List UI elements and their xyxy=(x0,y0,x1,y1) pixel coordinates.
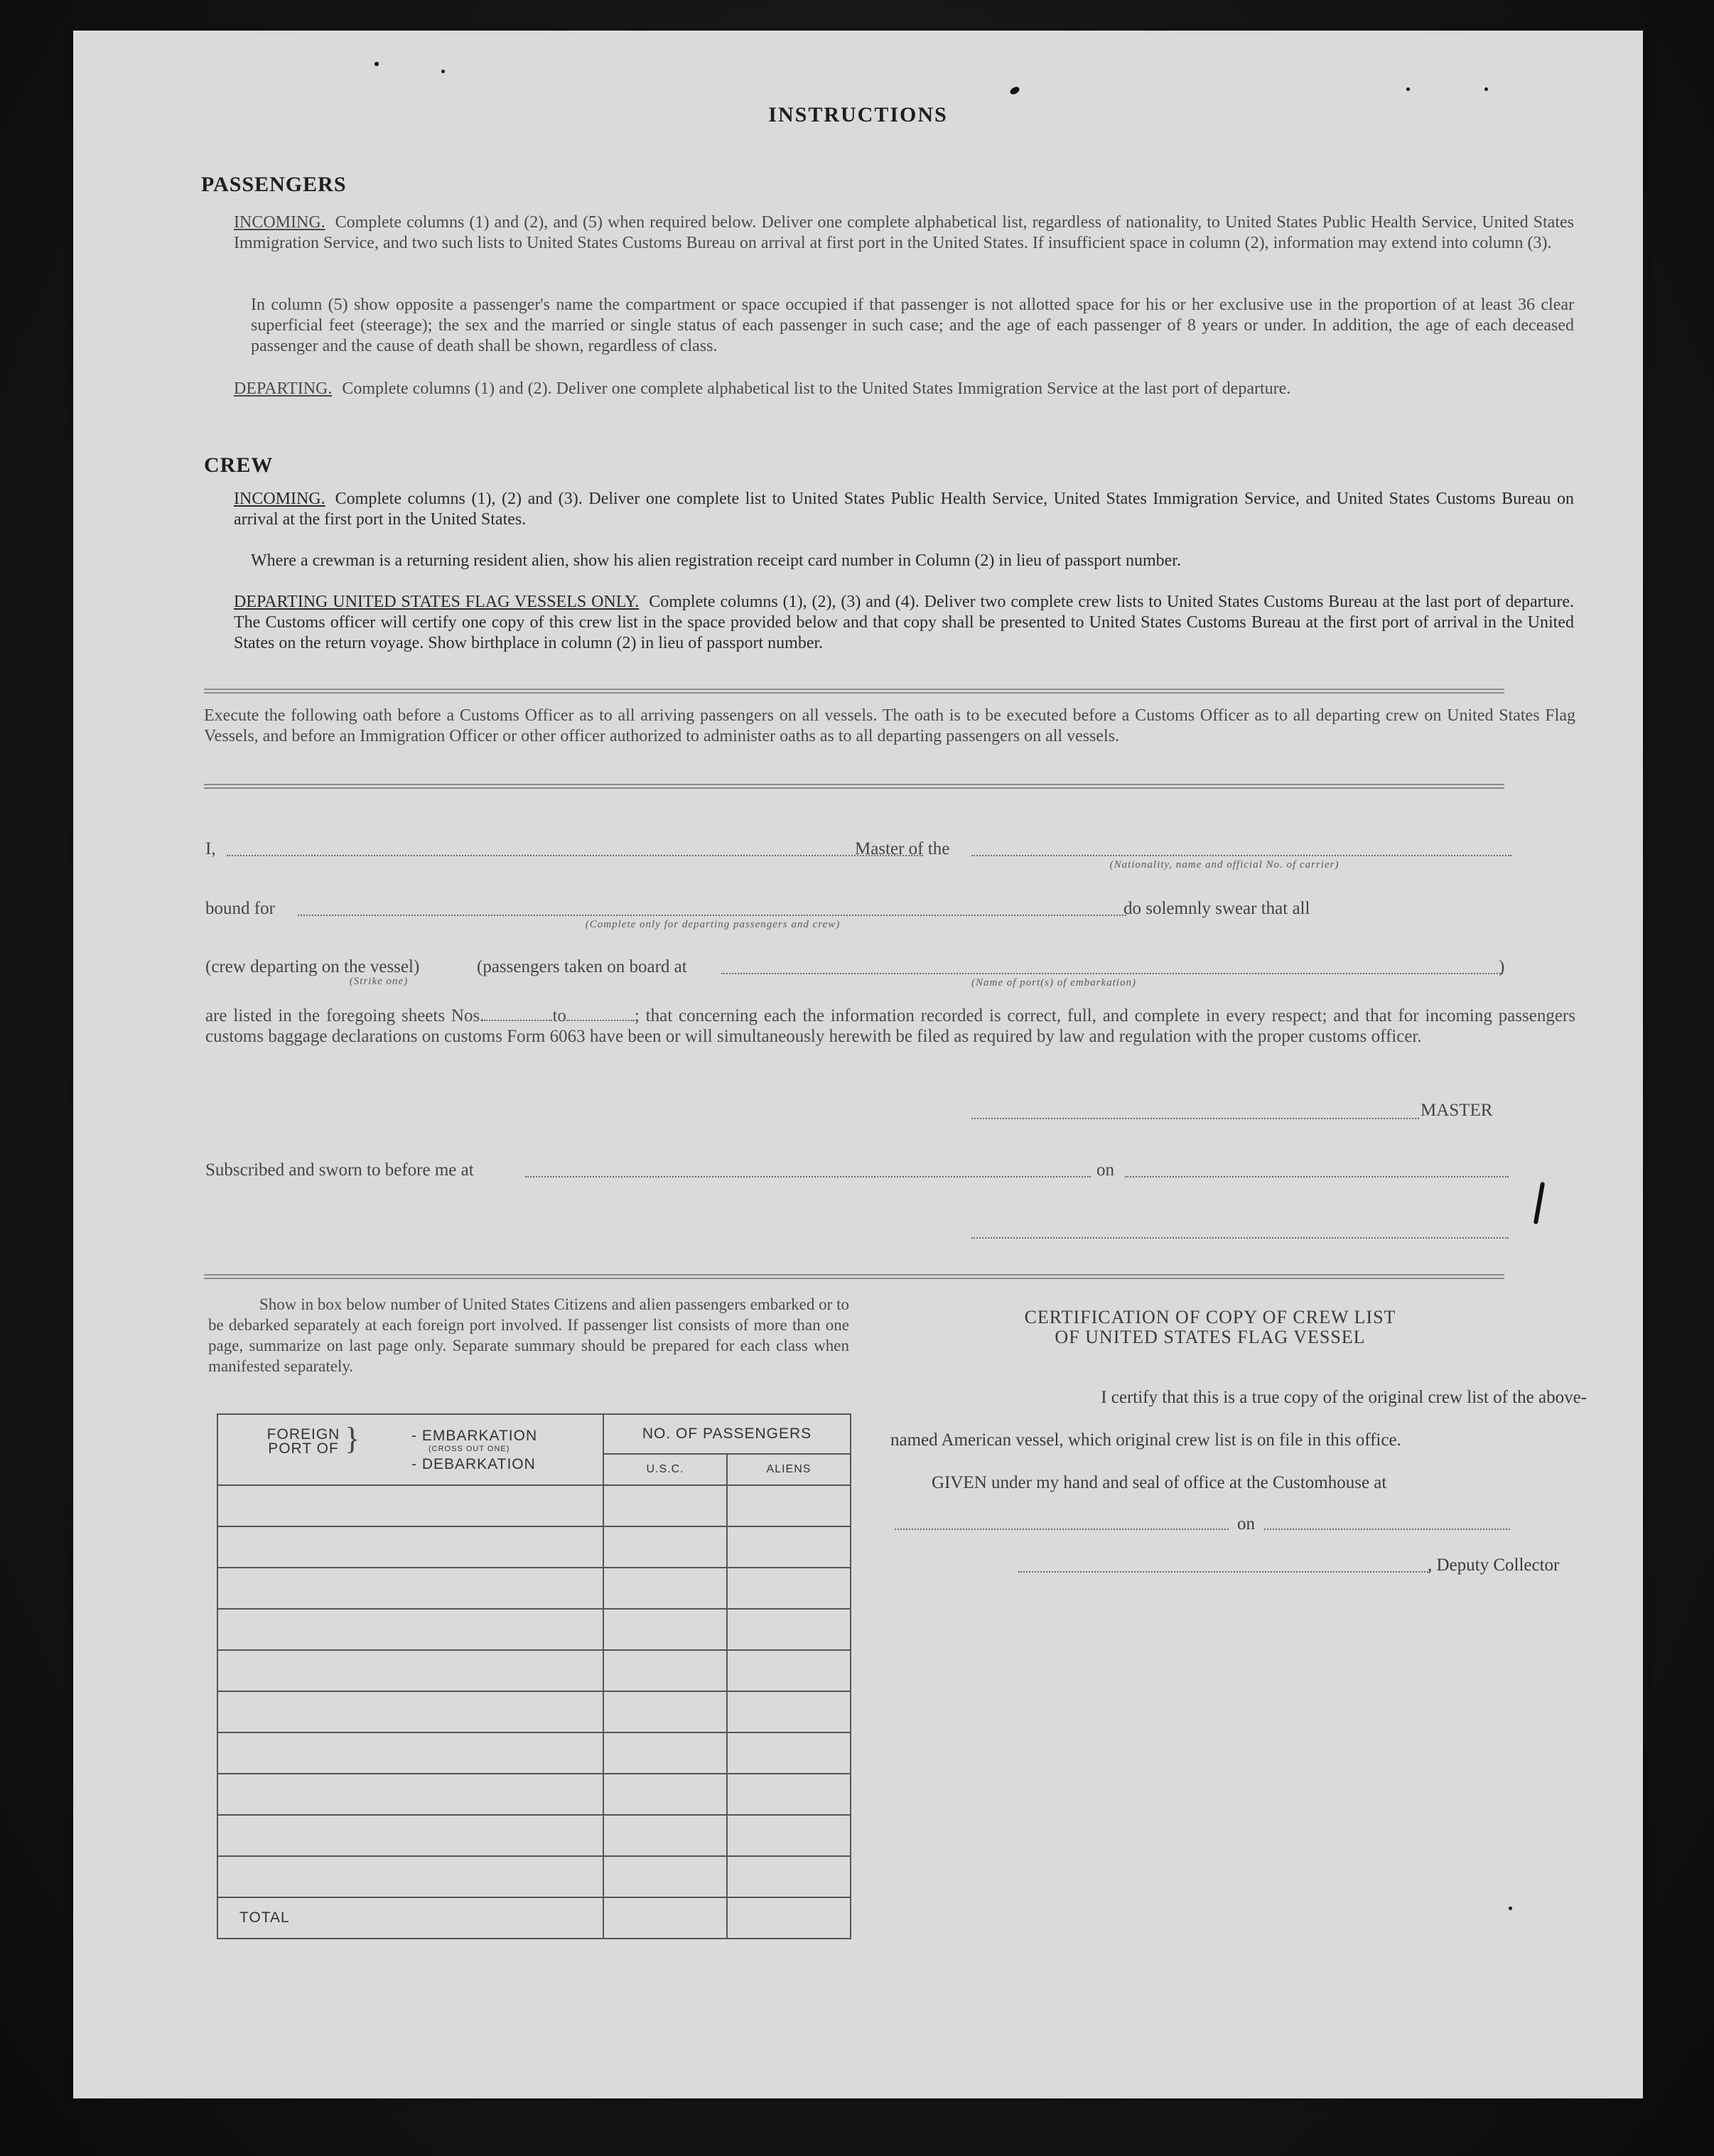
customhouse-field[interactable] xyxy=(895,1529,1229,1530)
section-divider xyxy=(204,784,1504,789)
crew-incoming-lead: INCOMING. xyxy=(234,490,325,508)
usc-cell[interactable] xyxy=(603,1774,727,1815)
usc-cell[interactable] xyxy=(603,1650,727,1691)
carrier-hint: (Nationality, name and official No. of carrier) xyxy=(1109,859,1340,871)
aliens-total-cell[interactable] xyxy=(727,1897,851,1939)
master-of-the-label: Master of the xyxy=(855,839,950,858)
table-row xyxy=(217,1856,851,1897)
certification-line1: I certify that this is a true copy of the original crew list of the above- xyxy=(1101,1388,1587,1407)
scan-speck xyxy=(1009,85,1021,96)
listed-prefix: are listed in the foregoing sheets Nos. xyxy=(205,1006,485,1025)
subscribed-date-field[interactable] xyxy=(1125,1176,1509,1177)
scan-speck xyxy=(1534,1182,1545,1224)
usc-cell[interactable] xyxy=(603,1609,727,1650)
aliens-cell[interactable] xyxy=(727,1609,851,1650)
document-page xyxy=(73,31,1643,2098)
passenger-summary-table xyxy=(217,1413,851,1939)
cross-out-one-label: (CROSS OUT ONE) xyxy=(428,1445,510,1453)
table-row xyxy=(217,1815,851,1856)
subscribed-place-field[interactable] xyxy=(525,1176,1091,1177)
bound-for-field[interactable] xyxy=(298,915,1126,916)
master-signature-field[interactable] xyxy=(971,1118,1419,1119)
bound-for-hint: (Complete only for departing passengers and crew) xyxy=(585,919,841,930)
aliens-cell[interactable] xyxy=(727,1526,851,1568)
swear-label: do solemnly swear that all xyxy=(1123,899,1310,918)
certification-line3: GIVEN under my hand and seal of office at the Customhouse at xyxy=(932,1473,1387,1492)
table-row xyxy=(217,1609,851,1650)
listed-suffix: ; that concerning each the information recorded is correct, full, and complete in every respect; and that for incoming passengers customs baggage declarations on customs Form 6063 have been or will simultaneously herewith be filed as required by law and regulation with the proper customs officer. xyxy=(205,1006,1575,1046)
port-cell[interactable] xyxy=(217,1732,603,1774)
port-cell[interactable] xyxy=(217,1856,603,1897)
scan-speck xyxy=(1484,87,1488,91)
port-cell[interactable] xyxy=(217,1568,603,1609)
usc-cell[interactable] xyxy=(603,1732,727,1774)
certification-date-field[interactable] xyxy=(1264,1529,1510,1530)
table-row xyxy=(217,1650,851,1691)
strike-one-hint: (Strike one) xyxy=(349,976,409,987)
port-cell[interactable] xyxy=(217,1691,603,1732)
usc-cell[interactable] xyxy=(603,1485,727,1526)
sheet-from-field[interactable] xyxy=(484,1020,552,1021)
passengers-departing-lead: DEPARTING. xyxy=(234,379,333,398)
crew-resident-paragraph: Where a crewman is a returning resident alien, show his alien registration receipt card number in Column (2) in lieu of passport number. xyxy=(251,551,1181,570)
crew-departing-paragraph xyxy=(234,592,1574,654)
port-cell[interactable] xyxy=(217,1774,603,1815)
port-cell[interactable] xyxy=(217,1526,603,1568)
crew-departing-option[interactable]: (crew departing on the vessel) xyxy=(205,957,420,976)
table-row xyxy=(217,1732,851,1774)
crew-heading: CREW xyxy=(204,453,274,477)
passengers-departing-paragraph xyxy=(234,379,1574,399)
aliens-cell[interactable] xyxy=(727,1774,851,1815)
port-cell[interactable] xyxy=(217,1815,603,1856)
usc-cell[interactable] xyxy=(603,1815,727,1856)
table-row xyxy=(217,1774,851,1815)
oath-instruction: Execute the following oath before a Customs Officer as to all arriving passengers on all vessels. The oath is to be executed before a Customs Officer as to all departing crew on United States Flag Vessels, and before an Immigration Officer or other officer authorized to administer oaths as to all departing passengers on all vessels. xyxy=(204,706,1575,745)
section-divider xyxy=(204,1274,1504,1279)
embarkation-label[interactable]: - EMBARKATION xyxy=(411,1428,538,1444)
port-header-cell xyxy=(217,1414,603,1485)
passengers-heading: PASSENGERS xyxy=(201,173,347,196)
aliens-cell[interactable] xyxy=(727,1650,851,1691)
subscribed-label: Subscribed and sworn to before me at xyxy=(205,1160,474,1180)
certification-title-line2: OF UNITED STATES FLAG VESSEL xyxy=(1055,1327,1366,1347)
master-name-field[interactable] xyxy=(227,855,923,856)
scan-speck xyxy=(1406,87,1410,91)
aliens-cell[interactable] xyxy=(727,1691,851,1732)
table-row xyxy=(217,1691,851,1732)
table-row xyxy=(217,1485,851,1526)
foreign-port-of-label: FOREIGN PORT OF xyxy=(266,1426,340,1457)
total-row xyxy=(217,1897,851,1939)
aliens-cell[interactable] xyxy=(727,1732,851,1774)
page-title: INSTRUCTIONS xyxy=(768,103,948,126)
port-cell[interactable] xyxy=(217,1650,603,1691)
deputy-signature-field[interactable] xyxy=(1018,1571,1430,1573)
oath-i-label: I, xyxy=(205,839,216,858)
crew-incoming-text: Complete columns (1), (2) and (3). Deliver one complete list to United States Public Health Service, United States Immigration Service, and United States Customs Bureau on arrival at the first port in the United States. xyxy=(234,490,1574,529)
to-label: to xyxy=(552,1006,566,1025)
debarkation-label[interactable]: - DEBARKATION xyxy=(411,1456,536,1472)
total-label: TOTAL xyxy=(217,1897,603,1939)
bound-for-label: bound for xyxy=(205,899,275,918)
no-of-passengers-header: NO. OF PASSENGERS xyxy=(603,1414,851,1454)
section-divider xyxy=(204,689,1504,694)
usc-cell[interactable] xyxy=(603,1526,727,1568)
usc-cell[interactable] xyxy=(603,1691,727,1732)
certification-line2: named American vessel, which original crew list is on file in this office. xyxy=(890,1430,1401,1450)
aliens-cell[interactable] xyxy=(727,1568,851,1609)
certification-on-label: on xyxy=(1237,1514,1255,1534)
crew-departing-text: Complete columns (1), (2), (3) and (4). Deliver two complete crew lists to United States Customs Bureau at the last port of departure. The Customs officer will certify one copy of this crew list in the space provided below and that copy shall be presented to United States Customs Bureau at the first port of arrival in the United States on the return voyage. Show birthplace in column (2) in lieu of passport number. xyxy=(234,593,1574,652)
brace-icon: } xyxy=(345,1421,360,1456)
scan-speck xyxy=(1509,1907,1512,1910)
embarkation-port-field[interactable] xyxy=(721,973,1503,974)
master-label: MASTER xyxy=(1421,1101,1493,1120)
aliens-cell[interactable] xyxy=(727,1856,851,1897)
crew-incoming-paragraph xyxy=(234,489,1574,530)
passengers-column5-paragraph: In column (5) show opposite a passenger's name the compartment or space occupied if that passenger is not allotted space for his or her exclusive use in the proportion of at least 36 clear superficial feet (steerage); the sex and the married or single status of each passenger in such case; and the age of each passenger of 8 years or under. In addition, the age of each deceased passenger and the cause of death shall be shown, regardless of class. xyxy=(251,296,1574,355)
passengers-taken-option[interactable]: (passengers taken on board at xyxy=(477,957,687,976)
close-paren: ) xyxy=(1499,957,1505,976)
scan-speck xyxy=(374,62,379,66)
aliens-cell[interactable] xyxy=(727,1815,851,1856)
table-row xyxy=(217,1526,851,1568)
carrier-field[interactable] xyxy=(971,855,1511,856)
aliens-cell[interactable] xyxy=(727,1485,851,1526)
usc-cell[interactable] xyxy=(603,1856,727,1897)
oath-listed-paragraph xyxy=(205,1006,1575,1047)
scan-speck xyxy=(441,70,445,73)
usc-total-cell[interactable] xyxy=(603,1897,727,1939)
passengers-incoming-text: Complete columns (1) and (2), and (5) when required below. Deliver one complete alphabetical list, regardless of nationality, to United States Public Health Service, United States Immigration Service, and two such lists to United States Customs Bureau on arrival at first port in the United States. If insufficient space in column (2), information may extend into column (3). xyxy=(234,213,1574,252)
port-hint: (Name of port(s) of embarkation) xyxy=(971,977,1136,988)
crew-departing-lead: DEPARTING UNITED STATES FLAG VESSELS ONLY. xyxy=(234,593,640,611)
sheet-to-field[interactable] xyxy=(566,1020,635,1021)
on-label: on xyxy=(1096,1160,1114,1180)
port-cell[interactable] xyxy=(217,1609,603,1650)
box-instruction: Show in box below number of United States Citizens and alien passengers embarked or to be debarked separately at each foreign port involved. If passenger list consists of more than one page, summarize on last page only. Separate summary should be prepared for each class when manifested separately. xyxy=(208,1295,849,1375)
deputy-collector-label: , Deputy Collector xyxy=(1428,1556,1560,1575)
usc-cell[interactable] xyxy=(603,1568,727,1609)
certification-title-line1: CERTIFICATION OF COPY OF CREW LIST xyxy=(1024,1307,1396,1327)
passengers-incoming-lead: INCOMING. xyxy=(234,213,325,232)
port-cell[interactable] xyxy=(217,1485,603,1526)
passengers-incoming-paragraph xyxy=(234,212,1574,254)
table-row xyxy=(217,1568,851,1609)
passengers-departing-text: Complete columns (1) and (2). Deliver one complete alphabetical list to the United States Immigration Service at the last port of departure. xyxy=(342,379,1291,398)
aliens-header: ALIENS xyxy=(727,1454,851,1485)
officer-signature-field[interactable] xyxy=(971,1237,1509,1239)
usc-header: U.S.C. xyxy=(603,1454,727,1485)
